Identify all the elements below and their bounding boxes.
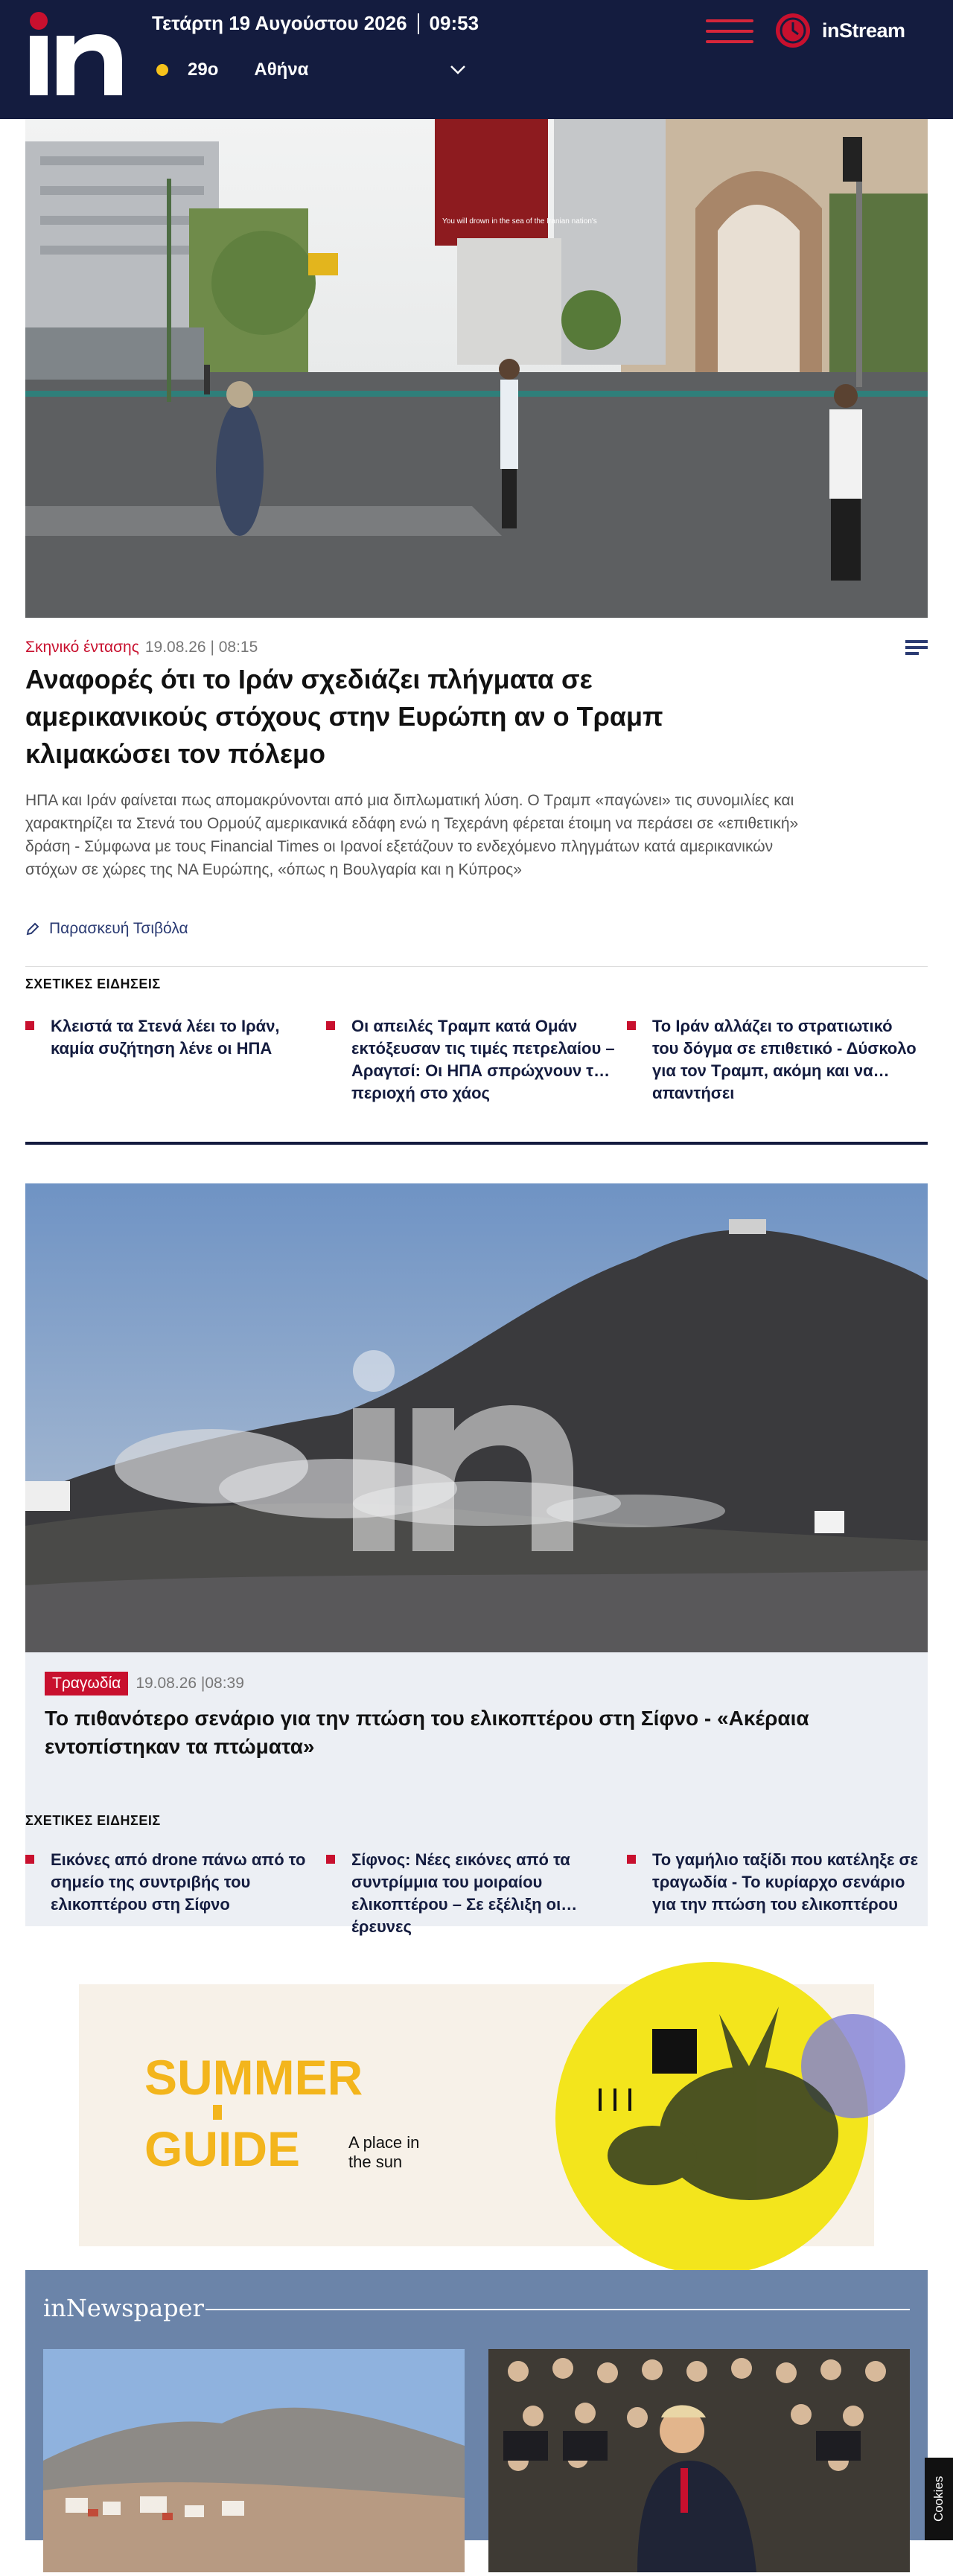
article-2-category[interactable]: Τραγωδία xyxy=(45,1672,128,1696)
current-date: Τετάρτη 19 Αυγούστου 2026 xyxy=(152,12,407,34)
cookies-button[interactable]: Cookies xyxy=(925,2458,953,2540)
related-news-heading: ΣΧΕΤΙΚΕΣ ΕΙΔΗΣΕΙΣ xyxy=(25,1813,161,1828)
summer-guide-ad[interactable] xyxy=(79,1984,874,2246)
related-item[interactable] xyxy=(25,1849,326,1916)
related-item-title: Το γαμήλιο ταξίδι που κατέληξε σε τραγωδία - Το κυρίαρχο σενάριο για την πτώση του ελικοπτέρου xyxy=(652,1850,919,1914)
article-1-title[interactable]: Αναφορές ότι το Ιράν σχεδιάζει πλήγματα σε αμερικανικούς στόχους στην Ευρώπη αν ο Τραμπ κλιμακώσει τον πόλεμο xyxy=(25,664,663,769)
article-2-datetime: 19.08.26 |08:39 xyxy=(136,1675,244,1692)
bullet-icon xyxy=(326,1021,335,1030)
list-icon[interactable] xyxy=(905,639,928,656)
related-item-title: Το Ιράν αλλάζει το στρατιωτικό του δόγμα σε επιθετικό - Δύσκολο για τον Τραμπ, ακόμη και να απαντήσει xyxy=(652,1017,917,1102)
instream-button[interactable] xyxy=(774,12,905,49)
menu-button[interactable] xyxy=(706,19,753,45)
innewspaper-section xyxy=(25,2270,928,2540)
article-1-related-list xyxy=(25,1015,928,1102)
sifnos-landscape-photo xyxy=(25,1183,928,1652)
ad-tagline-1: A place in xyxy=(348,2133,420,2152)
instream-label: inStream xyxy=(822,19,905,42)
site-logo[interactable] xyxy=(24,10,125,100)
divider xyxy=(25,966,928,967)
related-item-title: Εικόνες από drone πάνω από το σημείο της συντριβής του ελικοπτέρου στη Σίφνο xyxy=(51,1850,306,1914)
article-1-datetime: 19.08.26 | 08:15 xyxy=(144,639,258,656)
article-1-meta xyxy=(25,639,258,656)
city-name: Αθήνα xyxy=(254,60,309,80)
bullet-icon xyxy=(25,1021,34,1030)
pencil-icon xyxy=(25,921,40,936)
innewspaper-title[interactable]: inNewspaper xyxy=(43,2294,204,2322)
article-1-author[interactable] xyxy=(25,920,188,938)
ad-line-2: GUIDE xyxy=(144,2121,301,2176)
related-item[interactable] xyxy=(627,1015,928,1102)
date-separator xyxy=(418,13,419,34)
article-2-image[interactable] xyxy=(25,1183,928,1652)
article-1-category[interactable]: Σκηνικό έντασης xyxy=(25,639,139,656)
ad-tagline-2: the sun xyxy=(348,2152,403,2171)
temperature: 29ο xyxy=(188,60,219,80)
article-1-lead: ΗΠΑ και Ιράν φαίνεται πως απομακρύνονται από μια διπλωματική λύση. Ο Τραμπ «παγώνει» τις συνομιλίες και χαρακτηρίζει τα Στενά του Ορμούζ αμερικανικά εδάφη ενώ η Τεχεράνη φέρεται έτοιμη να περάσει σε «επιθετική» δράση - Σύμφωνα με τους Financial Times οι Ιρανοί εξετάζουν το ενδεχόμενο πληγμάτων κατά αμερικανικών στόχων σε χώρες της ΝΑ Ευρώπης, «όπως η Βουλγαρία και η Κύπρος» xyxy=(25,792,799,878)
newspaper-story-image[interactable] xyxy=(43,2349,465,2572)
ad-line-1: SUMMER xyxy=(144,2050,363,2105)
weather-widget[interactable] xyxy=(156,60,466,80)
related-item[interactable] xyxy=(326,1849,627,1936)
clock-icon xyxy=(774,12,812,49)
newspaper-story-image[interactable] xyxy=(488,2349,910,2572)
related-item[interactable] xyxy=(627,1849,928,1916)
date-time xyxy=(152,12,479,35)
ad-artwork xyxy=(79,1984,874,2246)
bullet-icon xyxy=(326,1855,335,1864)
related-item[interactable] xyxy=(326,1015,627,1102)
related-item-title: Κλειστά τα Στενά λέει το Ιράν, καμία συζήτηση λένε οι ΗΠΑ xyxy=(51,1017,280,1058)
article-2-related-list xyxy=(25,1849,928,1936)
author-name: Παρασκευή Τσιβόλα xyxy=(49,920,188,937)
tehran-street-photo xyxy=(25,119,928,618)
ceremony-photo xyxy=(488,2349,910,2572)
article-2-card xyxy=(25,1183,928,1936)
section-line xyxy=(205,2309,910,2310)
section-divider xyxy=(25,1142,928,1145)
bullet-icon xyxy=(627,1855,636,1864)
site-header xyxy=(0,0,953,119)
article-1-image[interactable] xyxy=(25,119,928,618)
bullet-icon xyxy=(627,1021,636,1030)
article-2-title[interactable]: Το πιθανότερο σενάριο για την πτώση του ελικοπτέρου στη Σίφνο - «Ακέραια εντοπίστηκαν τα πτώματα» xyxy=(45,1707,809,1758)
sun-icon xyxy=(156,64,168,76)
related-news-heading: ΣΧΕΤΙΚΕΣ ΕΙΔΗΣΕΙΣ xyxy=(25,977,161,991)
current-time: 09:53 xyxy=(429,12,479,34)
related-item-title: Σίφνος: Νέες εικόνες από τα συντρίμμια του μοιραίου ελικοπτέρου – Σε εξέλιξη οι έρευνες xyxy=(351,1850,570,1936)
related-item[interactable] xyxy=(25,1015,326,1082)
chevron-down-icon[interactable] xyxy=(450,65,466,75)
billboard-text: You will drown in the sea of the Iranian nation's xyxy=(442,217,597,226)
related-item-title: Οι απειλές Τραμπ κατά Ομάν εκτόξευσαν τις τιμές πετρελαίου – Αραγτσί: Οι ΗΠΑ σπρώχνουν την περιοχή στο χάος xyxy=(351,1017,615,1102)
bullet-icon xyxy=(25,1855,34,1864)
article-2-meta xyxy=(45,1672,244,1696)
island-town-photo xyxy=(43,2349,465,2572)
